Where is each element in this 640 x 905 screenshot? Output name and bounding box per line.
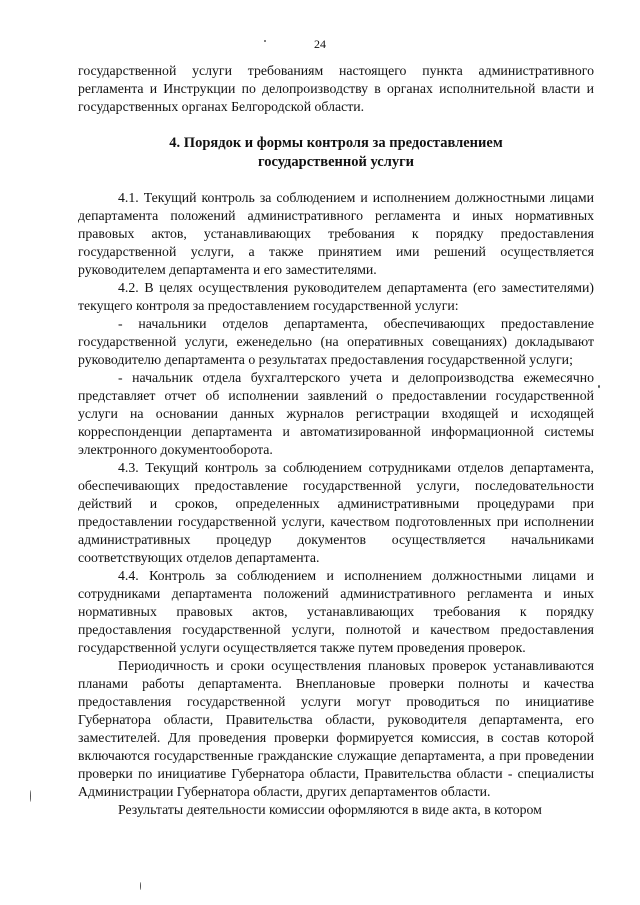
section-body — [78, 189, 594, 819]
scan-speck — [30, 790, 31, 802]
page-number: 24 — [314, 37, 326, 51]
scan-speck — [140, 882, 141, 890]
scan-speck — [598, 385, 600, 388]
paragraph-4-3: 4.3. Текущий контроль за соблюдением сотрудниками отделов департамента, обеспечивающих предоставление государственной услуги, последовательности действий и сроков, определенных административными процедурами при предоставлении государственной услуги, качеством подготовленных при исполнении административных процедур документов осуществляется начальниками соответствующих отделов департамента. — [78, 460, 594, 565]
paragraph-4-1: 4.1. Текущий контроль за соблюдением и исполнением должностными лицами департамента положений административного регламента и иных нормативных правовых актов, устанавливающих требования к порядку предоставления государственной услуги, а также принятием ими решений осуществляется руководителем департамента и его заместителями. — [78, 190, 594, 277]
section-title-line-2: государственной услуги — [257, 154, 415, 170]
scan-speck — [264, 40, 266, 42]
paragraph-4-2: 4.2. В целях осуществления руководителем департамента (его заместителями) текущего контроля за предоставлением государственной услуги: — [78, 280, 594, 313]
section-heading — [78, 134, 594, 172]
paragraph-results: Результаты деятельности комиссии оформляются в виде акта, в котором — [118, 802, 542, 817]
section-title-line-1: 4. Порядок и формы контроля за предоставлением — [169, 135, 503, 151]
paragraph-4-2-item-2: - начальник отдела бухгалтерского учета и делопроизводства ежемесячно представляет отчет об исполнении заявлений о предоставлении государственной услуги на основании данных журналов регистрации входящей и исходящей корреспонденции департамента и автоматизированной информационной системы электронного документооборота. — [78, 370, 594, 457]
paragraph-periodicity: Периодичность и сроки осуществления плановых проверок устанавливаются планами работы департамента. Внеплановые проверки полноты и качества предоставления государственной услуги могут проводиться по инициативе Губернатора области, Правительства области, руководителя департамента, его заместителей. Для проведения проверки формируется комиссия, в состав которой включаются государственные гражданские служащие департамента, а при проведении проверки по инициативе Губернатора области, Правительства области - специалисты Администрации Губернатора области, других департаментов области. — [78, 658, 594, 799]
paragraph-continuation: государственной услуги требованиям настоящего пункта административного регламента и Инструкции по делопроизводству в органах исполнительной власти и государственных органах Белгородской области. — [78, 63, 594, 114]
paragraph-4-2-item-1: - начальники отделов департамента, обеспечивающих предоставление государственной услуги, еженедельно (на оперативных совещаниях) докладывают руководителю департамента о результатах предоставления государственной услуги; — [78, 316, 594, 367]
paragraph-4-4: 4.4. Контроль за соблюдением и исполнением должностными лицами и сотрудниками департамента положений административного регламента и иных нормативных правовых актов, устанавливающих требования к порядку предоставления государственной услуги, полнотой и качеством предоставления государственной услуги осуществляется также путем проведения проверок. — [78, 568, 594, 655]
continuation-text — [78, 62, 594, 116]
